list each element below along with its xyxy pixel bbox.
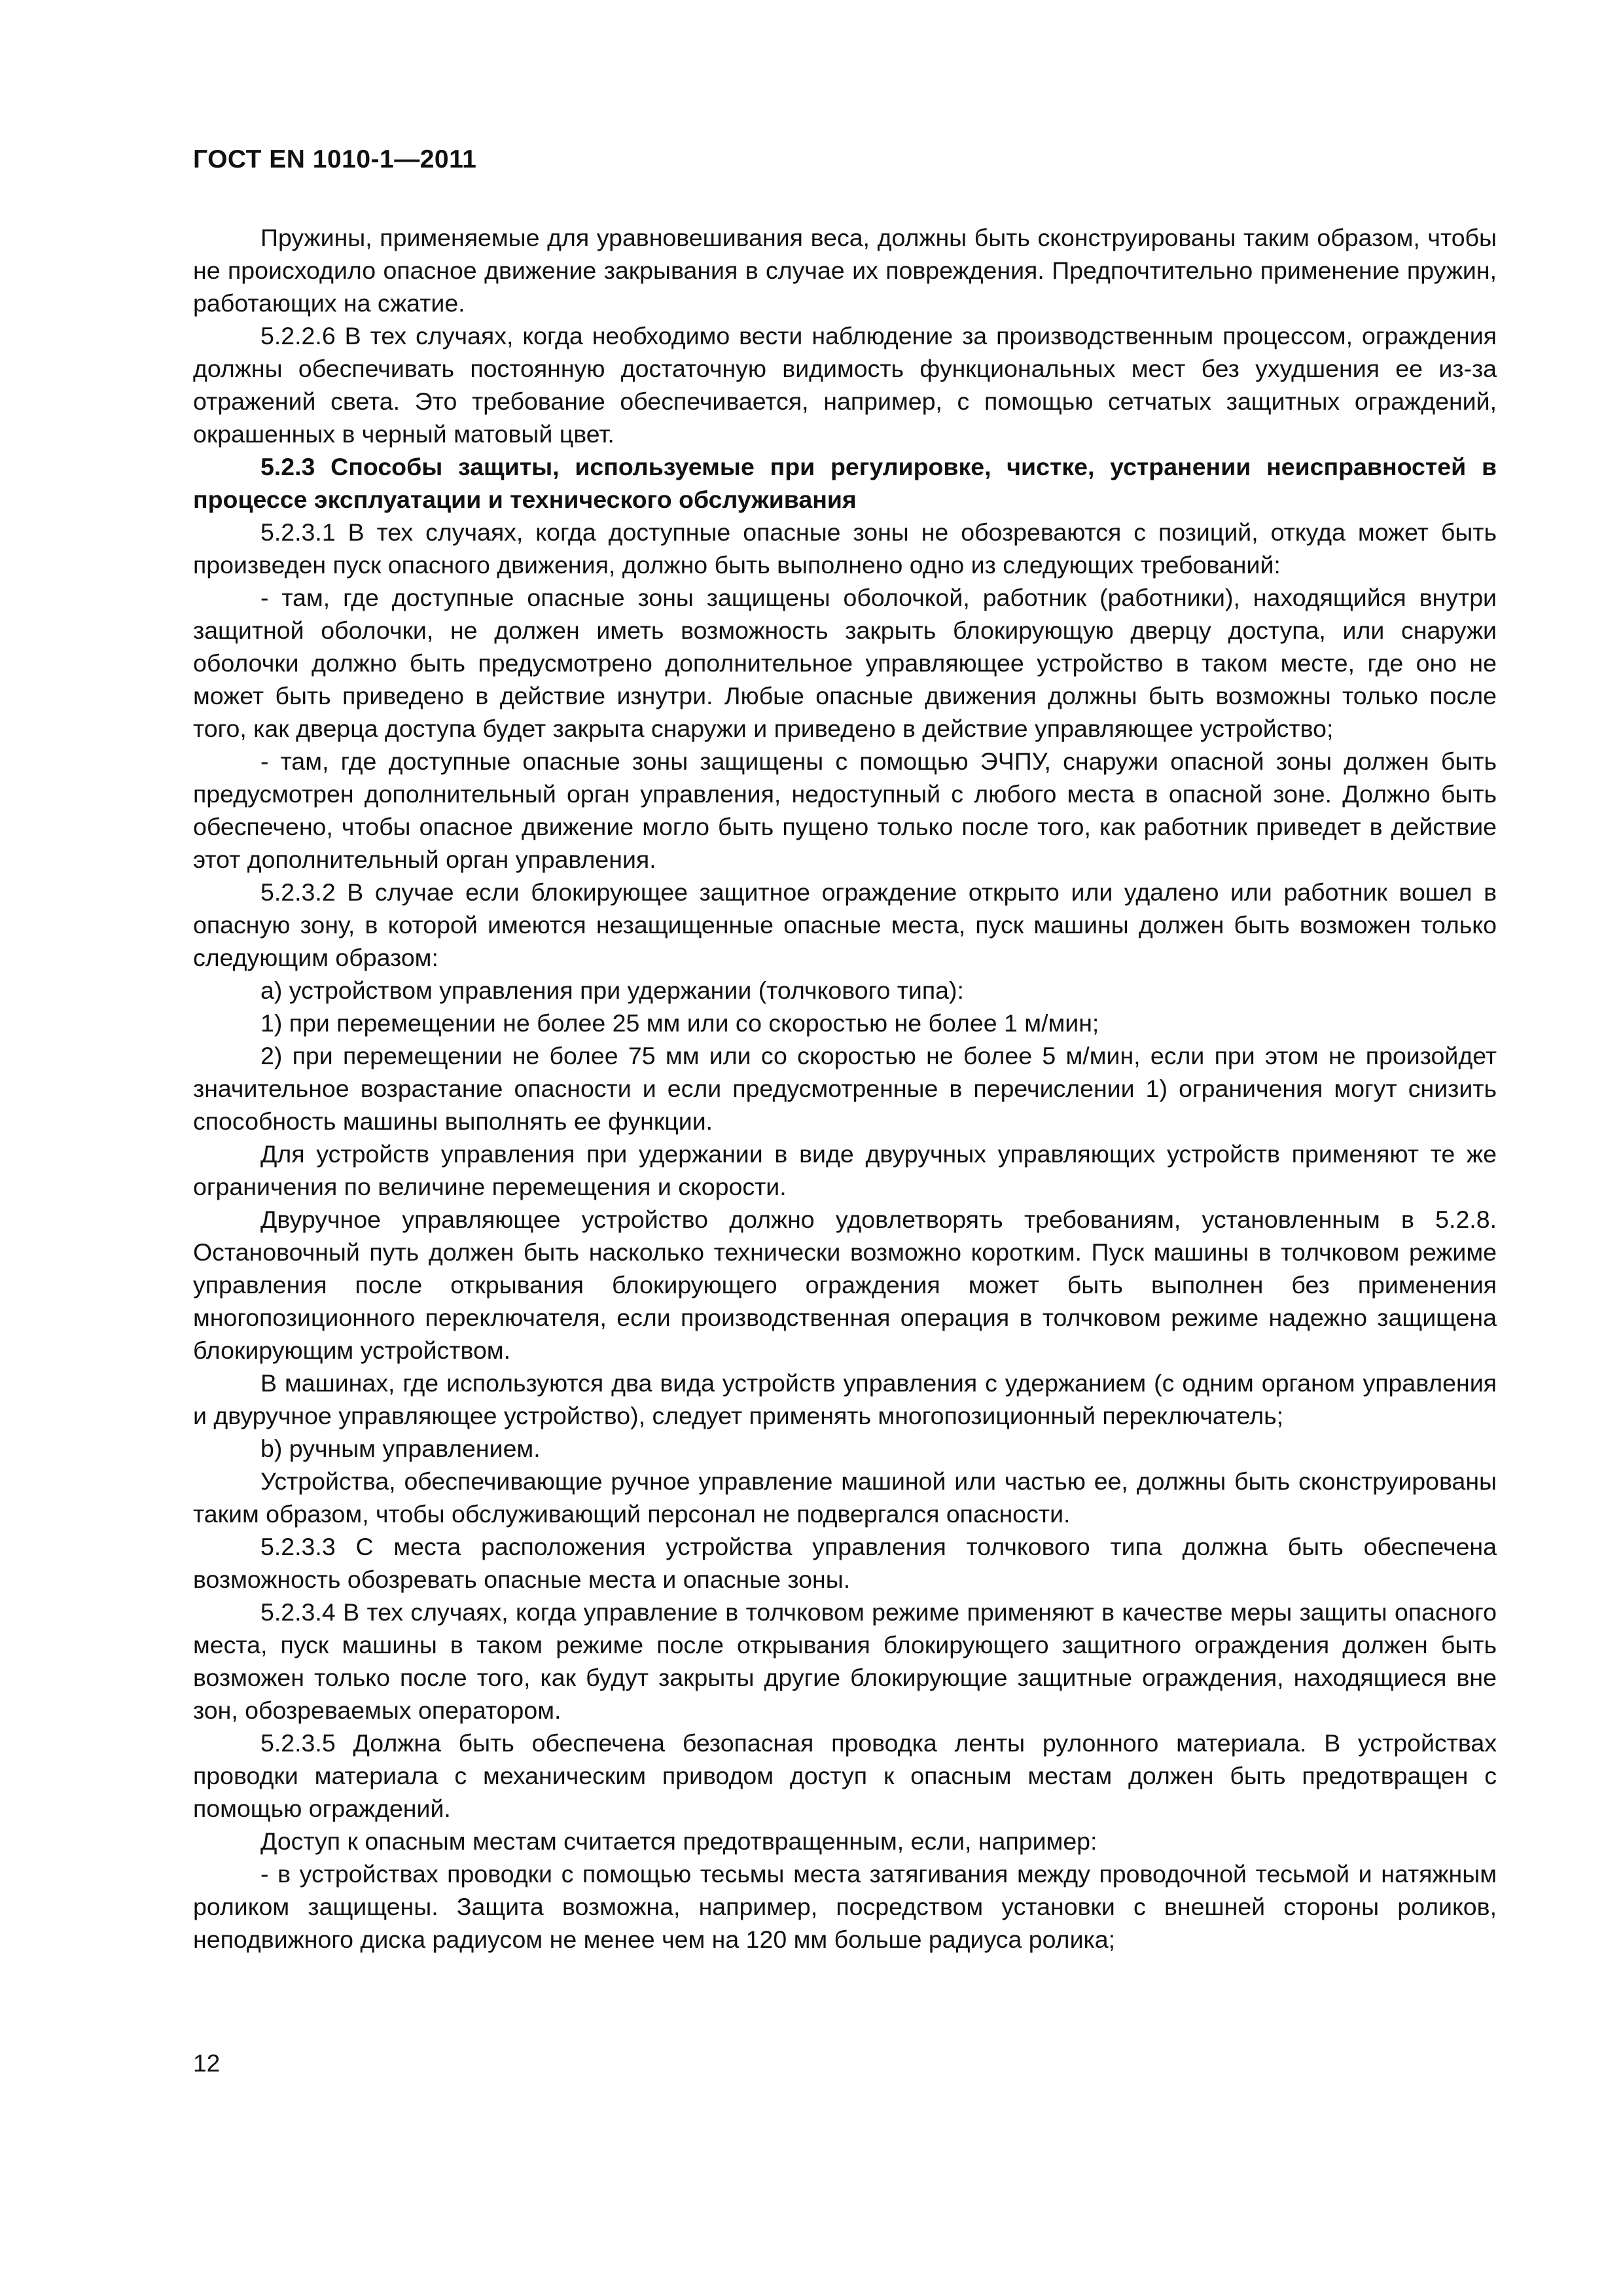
section-heading: 5.2.3 Способы защиты, используемые при регулировке, чистке, устранении неисправностей в процессе эксплуатации и технического обслуживания: [193, 453, 1497, 513]
paragraph: 5.2.3.4 В тех случаях, когда управление в толчковом режиме применяют в качестве меры защиты опасного места, пуск машины в таком режиме после открывания блокирующего защитного ограждения должен быть возможен только после того, как будут закрыты другие блокирующие защитные ограждения, находящиеся вне зон, обозреваемых оператором.: [193, 1598, 1497, 1724]
list-item: b) ручным управлением.: [260, 1435, 541, 1462]
list-item: 1) при перемещении не более 25 мм или со скоростью не более 1 м/мин;: [260, 1009, 1099, 1037]
list-item: - в устройствах проводки с помощью тесьмы места затягивания между проводочной тесьмой и натяжным роликом защищены. Защита возможна, например, посредством установки с внешней стороны роликов, неподвижного диска радиусом не менее чем на 120 мм больше радиуса ролика;: [193, 1860, 1497, 1953]
paragraph: Пружины, применяемые для уравновешивания веса, должны быть сконструированы таким образом, чтобы не происходило опасное движение закрывания в случае их повреждения. Предпочтительно применение пружин, работающих на сжатие.: [193, 224, 1497, 317]
paragraph: 5.2.3.2 В случае если блокирующее защитное ограждение открыто или удалено или работник вошел в опасную зону, в которой имеются незащищенные опасные места, пуск машины должен быть возможен только следующим образом:: [193, 878, 1497, 971]
list-item: - там, где доступные опасные зоны защищены оболочкой, работник (работники), находящийся внутри защитной оболочки, не должен иметь возможность закрыть блокирующую дверцу доступа, или снаружи оболочки должно быть предусмотрено дополнительное управляющее устройство в таком месте, где оно не может быть приведено в действие изнутри. Любые опасные движения должны быть возможны только после того, как дверца доступа будет закрыта снаружи и приведено в действие управляющее устройство;: [193, 584, 1497, 742]
page-number: 12: [193, 2050, 221, 2077]
paragraph: Устройства, обеспечивающие ручное управление машиной или частью ее, должны быть сконструированы таким образом, чтобы обслуживающий персонал не подвергался опасности.: [193, 1467, 1497, 1528]
paragraph: Двуручное управляющее устройство должно удовлетворять требованиям, установленным в 5.2.8. Остановочный путь должен быть насколько технически возможно коротким. Пуск машины в толчковом режиме управления после открывания блокирующего ограждения может быть выполнен без применения многопозиционного переключателя, если производственная операция в толчковом режиме надежно защищена блокирующим устройством.: [193, 1206, 1497, 1364]
list-item: a) устройством управления при удержании (толчкового типа):: [260, 977, 964, 1004]
list-item: 2) при перемещении не более 75 мм или со скоростью не более 5 м/мин, если при этом не произойдет значительное возрастание опасности и если предусмотренные в перечислении 1) ограничения могут снизить способность машины выполнять ее функции.: [193, 1042, 1497, 1135]
document-body: [193, 221, 1497, 1956]
paragraph: В машинах, где используются два вида устройств управления с удержанием (с одним органом управления и двуручное управляющее устройство), следует применять многопозиционный переключатель;: [193, 1369, 1497, 1429]
paragraph: 5.2.3.5 Должна быть обеспечена безопасная проводка ленты рулонного материала. В устройствах проводки материала с механическим приводом доступ к опасным местам должен быть предотвращен с помощью ограждений.: [193, 1729, 1497, 1822]
paragraph: 5.2.2.6 В тех случаях, когда необходимо вести наблюдение за производственным процессом, ограждения должны обеспечивать постоянную достаточную видимость функциональных мест без ухудшения ее из-за отражений света. Это требование обеспечивается, например, с помощью сетчатых защитных ограждений, окрашенных в черный матовый цвет.: [193, 322, 1497, 448]
document-header: ГОСТ EN 1010-1—2011: [193, 145, 477, 173]
paragraph: 5.2.3.3 С места расположения устройства управления толчкового типа должна быть обеспечена возможность обозревать опасные места и опасные зоны.: [193, 1533, 1497, 1593]
paragraph: Доступ к опасным местам считается предотвращенным, если, например:: [260, 1827, 1097, 1855]
paragraph: 5.2.3.1 В тех случаях, когда доступные опасные зоны не обозреваются с позиций, откуда может быть произведен пуск опасного движения, должно быть выполнено одно из следующих требований:: [193, 518, 1497, 579]
paragraph: Для устройств управления при удержании в виде двуручных управляющих устройств применяют те же ограничения по величине перемещения и скорости.: [193, 1140, 1497, 1200]
list-item: - там, где доступные опасные зоны защищены с помощью ЭЧПУ, снаружи опасной зоны должен быть предусмотрен дополнительный орган управления, недоступный с любого места в опасной зоне. Должно быть обеспечено, чтобы опасное движение могло быть пущено только после того, как работник приведет в действие этот дополнительный орган управления.: [193, 747, 1497, 873]
